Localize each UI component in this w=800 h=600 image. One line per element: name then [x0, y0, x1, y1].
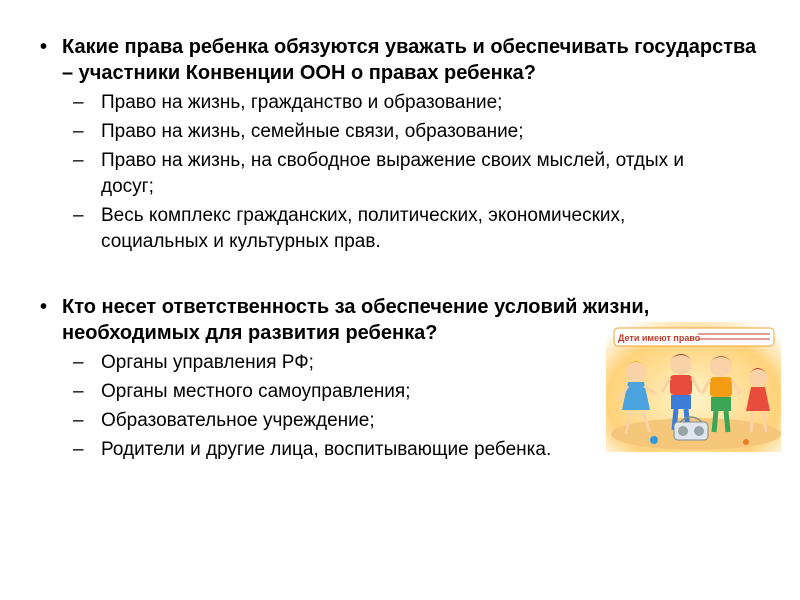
ball-icon-2: [743, 439, 749, 445]
bullet-icon: •: [40, 296, 48, 318]
banner-caption: Дети имеют право: [618, 333, 701, 343]
question-1: [40, 34, 760, 86]
answer-text: Органы местного самоуправления;: [101, 381, 411, 402]
answer-list-1: [40, 90, 760, 255]
children-illustration-svg: [606, 322, 781, 452]
answer-text: Право на жизнь, семейные связи, образование;: [101, 121, 524, 142]
answer-text: Весь комплекс гражданских, политических, экономических, социальных и культурных прав.: [101, 205, 626, 252]
answer-item: [40, 203, 760, 255]
dash-icon: –: [73, 150, 84, 171]
question-2-text: Кто несет ответственность за обеспечение условий жизни, необходимых для развития ребенка?: [62, 296, 650, 344]
dash-icon: –: [73, 439, 84, 460]
answer-item: [40, 148, 760, 200]
answer-text: Родители и другие лица, воспитывающие ребенка.: [101, 439, 552, 460]
question-block-1: [40, 34, 760, 258]
answer-text: Право на жизнь, гражданство и образование;: [101, 92, 503, 113]
bullet-icon: •: [40, 36, 48, 58]
answer-text: Органы управления РФ;: [101, 352, 314, 373]
dash-icon: –: [73, 410, 84, 431]
dash-icon: –: [73, 381, 84, 402]
ball-icon: [650, 436, 658, 444]
dash-icon: –: [73, 92, 84, 113]
answer-item: [40, 90, 760, 116]
dash-icon: –: [73, 205, 84, 226]
children-illustration: [606, 322, 781, 452]
answer-text: Право на жизнь, на свободное выражение своих мыслей, отдых и досуг;: [101, 150, 684, 197]
dash-icon: –: [73, 352, 84, 373]
question-1-text: Какие права ребенка обязуются уважать и обеспечивать государства – участники Конвенции ООН о правах ребенка?: [62, 36, 757, 84]
answer-text: Образовательное учреждение;: [101, 410, 375, 431]
dash-icon: –: [73, 121, 84, 142]
answer-item: [40, 119, 760, 145]
